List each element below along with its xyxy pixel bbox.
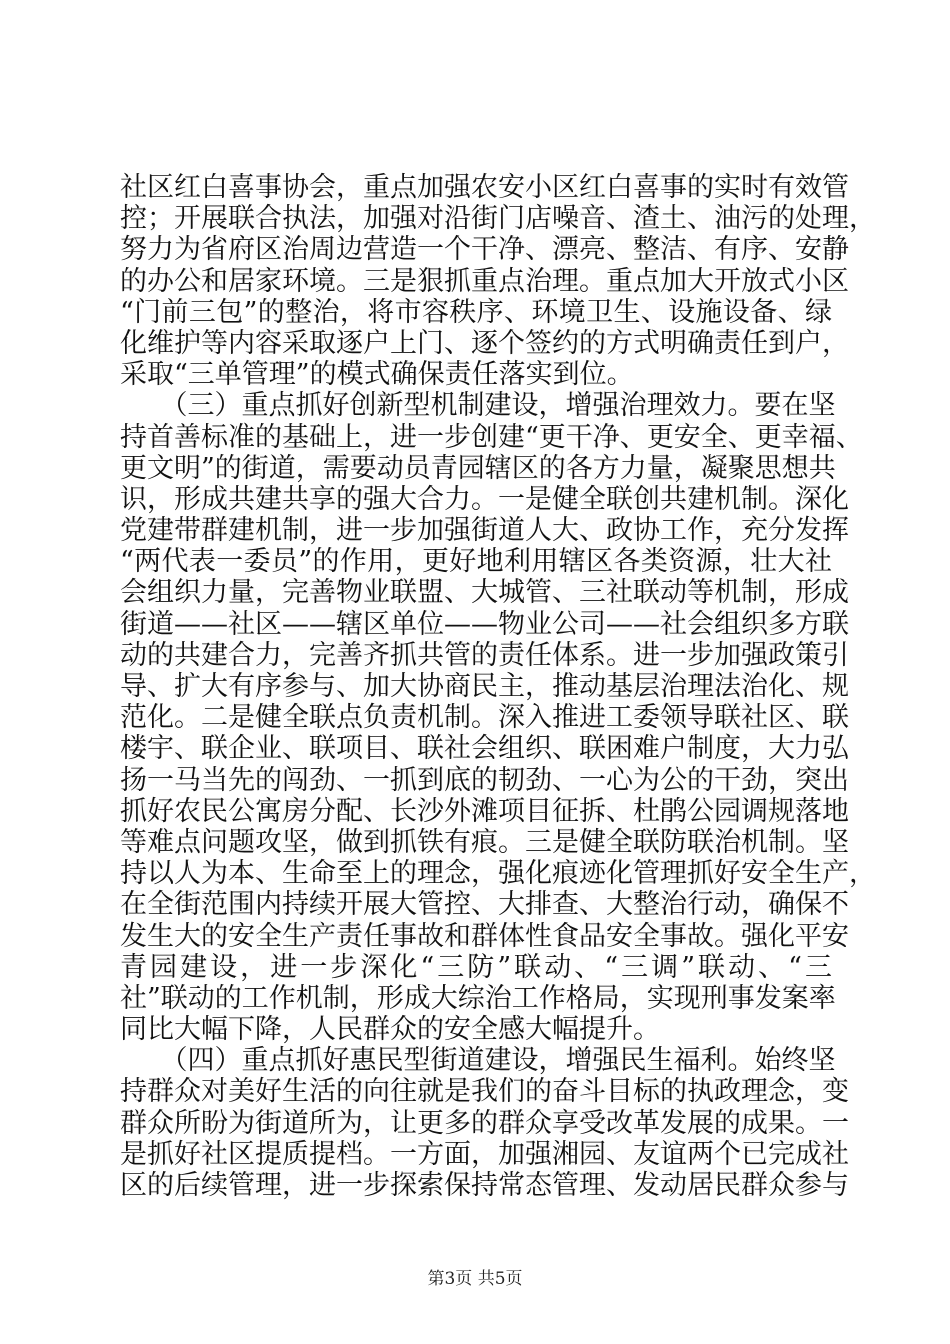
text-line: 努力为省府区治周边营造一个干净、漂亮、整洁、有序、安静 xyxy=(120,234,849,266)
text-line: 抓好农民公寓房分配、长沙外滩项目征拆、杜鹃公园调规落地 xyxy=(120,795,849,827)
text-line: 动的共建合力，完善齐抓共管的责任体系。进一步加强政策引 xyxy=(120,639,849,671)
text-line: 同比大幅下降，人民群众的安全感大幅提升。 xyxy=(120,1014,660,1046)
text-line: 是抓好社区提质提档。一方面，加强湘园、友谊两个已完成社 xyxy=(120,1138,849,1170)
body-text xyxy=(120,172,876,1201)
text-line: 更文明”的街道，需要动员青园辖区的各方力量，凝聚思想共 xyxy=(120,452,836,484)
text-line: 持以人为本、生命至上的理念，强化痕迹化管理抓好安全生产， xyxy=(120,858,876,890)
text-line: 控；开展联合执法，加强对沿街门店噪音、渣土、油污的处理， xyxy=(120,203,876,235)
text-line: 范化。二是健全联点负责机制。深入推进工委领导联社区、联 xyxy=(120,702,849,734)
text-line: 采取“三单管理”的模式确保责任落实到位。 xyxy=(120,359,634,391)
text-line: 群众所盼为街道所为，让更多的群众享受改革发展的成果。一 xyxy=(120,1107,849,1139)
text-line: 会组织力量，完善物业联盟、大城管、三社联动等机制，形成 xyxy=(120,577,849,609)
text-line: 扬一马当先的闯劲、一抓到底的韧劲、一心为公的干劲，突出 xyxy=(120,764,849,796)
text-line: 社区红白喜事协会，重点加强农安小区红白喜事的实时有效管 xyxy=(120,172,849,203)
text-line: 识，形成共建共享的强大合力。一是健全联创共建机制。深化 xyxy=(120,483,849,515)
text-line: 楼宇、联企业、联项目、联社会组织、联困难户制度，大力弘 xyxy=(120,733,849,765)
text-line: 青园建设，进一步深化“三防”联动、“三调”联动、“三 xyxy=(120,951,832,983)
page-footer: 第3页 共5页 xyxy=(427,1269,523,1289)
text-line: （四）重点抓好惠民型街道建设，增强民生福利。始终坚 xyxy=(120,1045,836,1077)
text-line: 党建带群建机制，进一步加强街道人大、政协工作，充分发挥 xyxy=(120,515,849,547)
text-line: 发生大的安全生产责任事故和群体性食品安全事故。强化平安 xyxy=(120,920,849,952)
text-line: 社”联动的工作机制，形成大综治工作格局，实现刑事发案率 xyxy=(120,982,836,1014)
text-line: 持群众对美好生活的向往就是我们的奋斗目标的执政理念，变 xyxy=(120,1076,849,1108)
text-line: 街道——社区——辖区单位——物业公司——社会组织多方联 xyxy=(120,608,849,640)
text-line: 导、扩大有序参与、加大协商民主，推动基层治理法治化、规 xyxy=(120,671,849,702)
text-line: 在全街范围内持续开展大管控、大排查、大整治行动，确保不 xyxy=(120,889,849,921)
text-line: 化维护等内容采取逐户上门、逐个签约的方式明确责任到户， xyxy=(120,327,849,359)
text-line: 区的后续管理，进一步探索保持常态管理、发动居民群众参与 xyxy=(120,1170,849,1201)
text-line: “门前三包”的整治，将市容秩序、环境卫生、设施设备、绿 xyxy=(120,296,832,328)
text-line: 的办公和居家环境。三是狠抓重点治理。重点加大开放式小区 xyxy=(120,265,849,297)
text-line: 等难点问题攻坚，做到抓铁有痕。三是健全联防联治机制。坚 xyxy=(120,826,849,858)
text-line: 持首善标准的基础上，进一步创建“更干净、更安全、更幸福、 xyxy=(120,421,863,453)
text-line: “两代表一委员”的作用，更好地利用辖区各类资源，壮大社 xyxy=(120,546,832,578)
text-line: （三）重点抓好创新型机制建设，增强治理效力。要在坚 xyxy=(120,390,836,422)
